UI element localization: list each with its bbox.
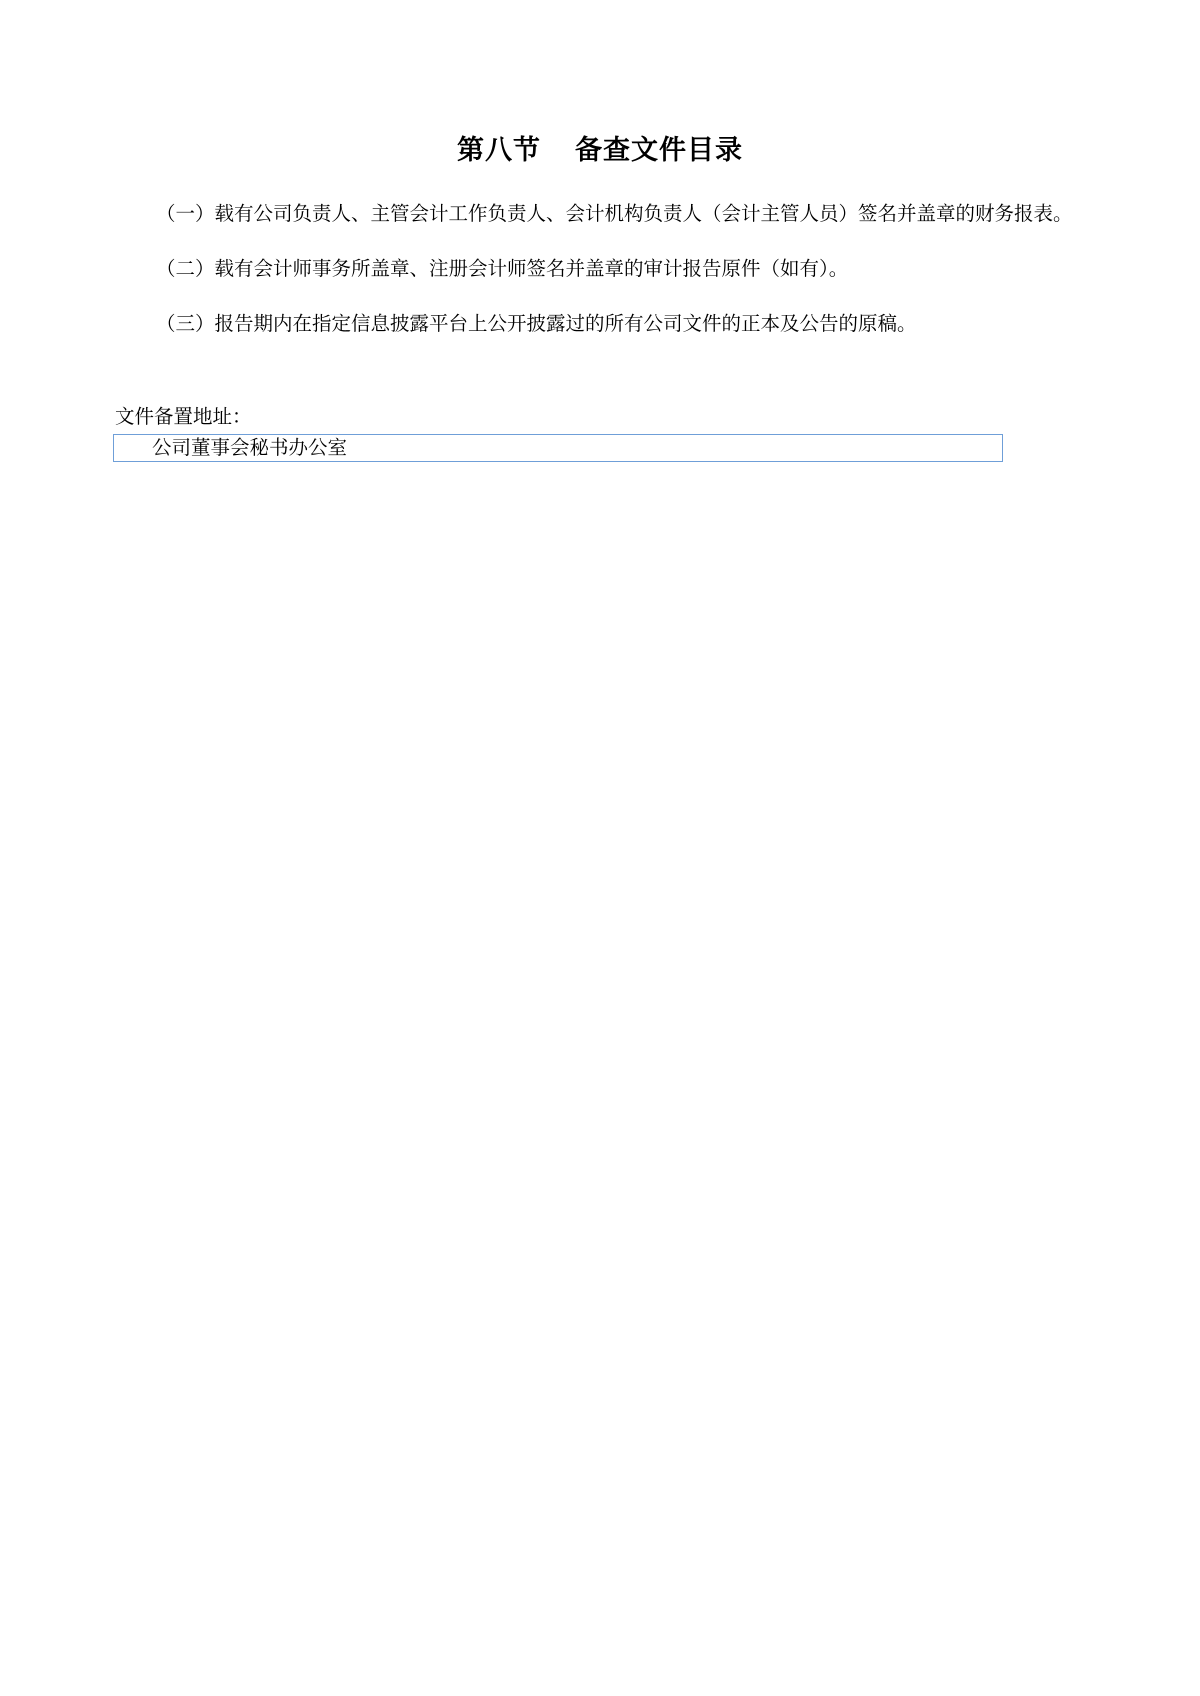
address-label: 文件备置地址： xyxy=(115,407,252,428)
paragraph-item-1: （一）载有公司负责人、主管会计工作负责人、会计机构负责人（会计主管人员）签名并盖章的财务报表。 xyxy=(155,204,1073,225)
paragraph-item-2: （二）载有会计师事务所盖章、注册会计师签名并盖章的审计报告原件（如有）。 xyxy=(155,259,849,280)
page-title: 第八节 备查文件目录 xyxy=(456,135,743,165)
address-field-value: 公司董事会秘书办公室 xyxy=(152,438,348,459)
paragraph-item-3: （三）报告期内在指定信息披露平台上公开披露过的所有公司文件的正本及公告的原稿。 xyxy=(155,314,917,335)
address-field[interactable] xyxy=(113,434,1003,462)
paragraph-group xyxy=(115,198,1120,363)
